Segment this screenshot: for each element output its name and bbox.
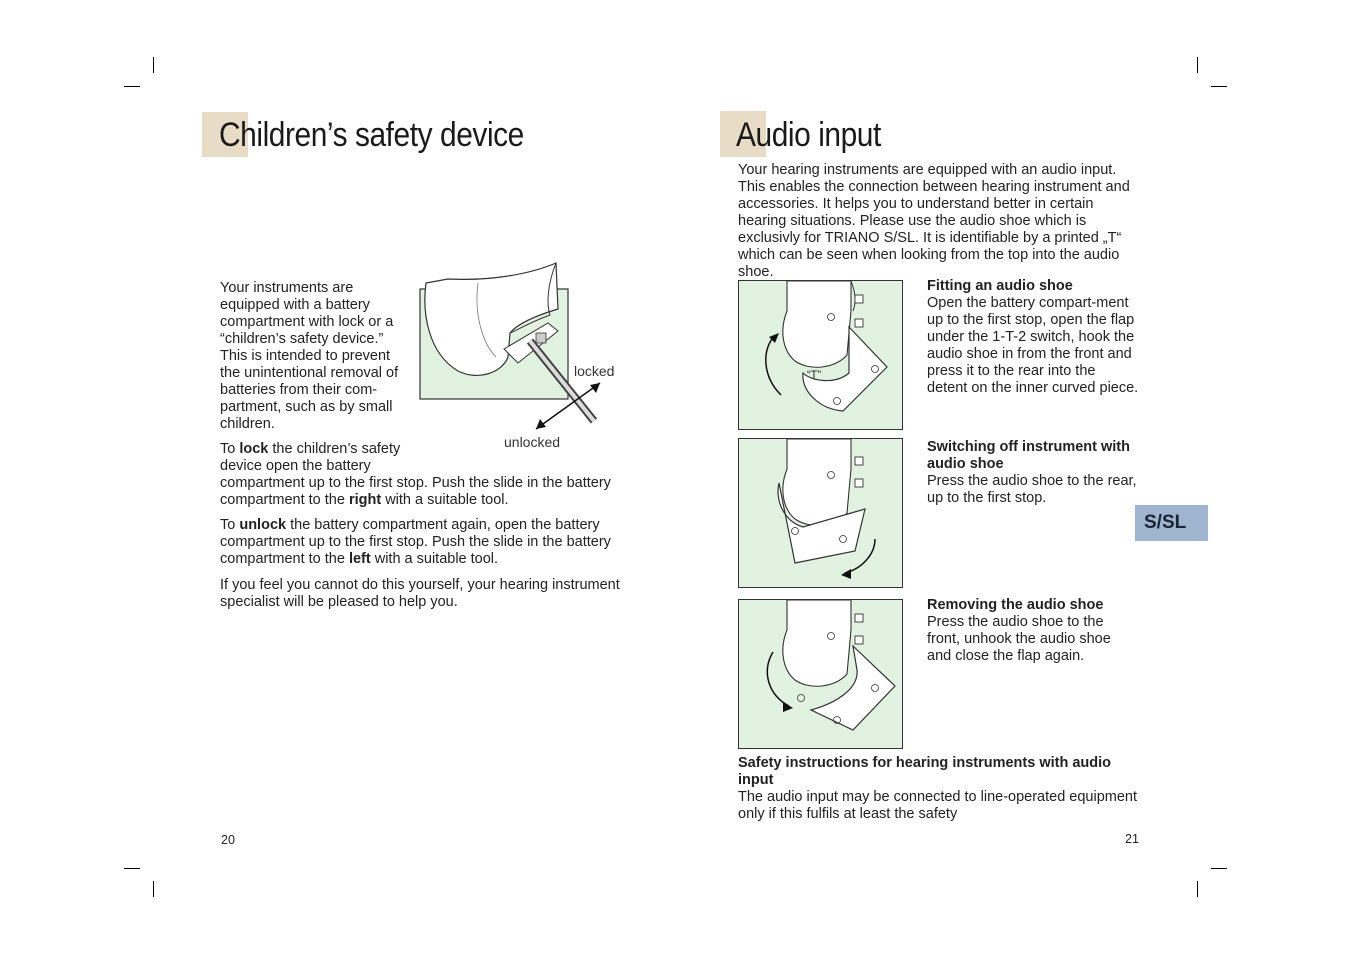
safety-instructions: [738, 755, 1140, 823]
step-fitting-title: Fitting an audio shoe: [927, 278, 1073, 294]
safety-device-illustration: [418, 253, 618, 433]
crop-mark: [124, 86, 140, 87]
switching-off-illustration: [738, 438, 903, 588]
right-keyword: right: [348, 492, 382, 508]
step-fitting-text: Open the battery compart-ment up to the first stop, open the flap under the 1-T-2 switch, hook the audio shoe in from the front and press it to the rear into the detent on the inner curved piece.: [927, 295, 1139, 396]
crop-mark: [124, 868, 140, 869]
step-removing: [927, 597, 1139, 665]
removing-audio-shoe-illustration: [738, 599, 903, 749]
lock-paragraph-start: To lock the children’s safety device open the battery: [220, 441, 401, 474]
page-number-right: 21: [1125, 832, 1139, 846]
unlock-paragraph: To unlock the battery compartment again, open the battery compartment up to the first stop. Push the slide in the battery compartment to the left with a suitable tool.: [220, 517, 611, 567]
label-locked: locked: [574, 363, 615, 379]
section-badge: S/SL: [1135, 505, 1208, 541]
crop-mark: [1211, 86, 1227, 87]
crop-mark: [153, 57, 154, 73]
fitting-audio-shoe-illustration: [738, 280, 903, 430]
crop-mark: [1197, 57, 1198, 73]
step-switching-off-title: Switching off instrument with audio shoe: [927, 439, 1130, 472]
left-keyword: left: [348, 551, 371, 567]
label-t: “T”: [807, 369, 822, 381]
step-switching-off: [927, 439, 1139, 507]
safety-instructions-text: The audio input may be connected to line-operated equipment only if this fulfils at least the safety: [738, 789, 1138, 822]
intro-paragraph: Your instruments are equipped with a battery compartment with lock or a “children’s safety device.” This is intended to prevent the unintentional removal of batteries from their com-partment, such as by small children.: [220, 280, 399, 432]
label-unlocked: unlocked: [504, 434, 561, 450]
crop-mark: [1211, 868, 1227, 869]
step-fitting: [927, 278, 1139, 397]
safety-instructions-title: Safety instructions for hearing instruments with audio input: [738, 755, 1112, 788]
step-removing-text: Press the audio shoe to the front, unhook the audio shoe and close the flap again.: [927, 614, 1111, 664]
page-title-children-safety: Children’s safety device: [219, 116, 524, 154]
step-removing-title: Removing the audio shoe: [927, 597, 1104, 613]
step-switching-off-text: Press the audio shoe to the rear, up to the first stop.: [927, 473, 1137, 506]
crop-mark: [153, 881, 154, 897]
lock-paragraph-rest: compartment up to the first stop. Push the slide in the battery compartment to the right with a suitable tool.: [220, 475, 611, 508]
unlock-keyword: unlock: [239, 517, 287, 533]
page-title-audio-input: Audio input: [736, 116, 881, 154]
audio-intro-paragraph: Your hearing instruments are equipped with an audio input. This enables the connection between hearing instrument and accessories. It helps you to understand better in certain hearing situations. Please use the audio shoe which is exclusivly for TRIANO S/SL. It is identifiable by a printed „T“ which can be seen when looking from the top into the audio shoe.: [738, 162, 1130, 280]
crop-mark: [1197, 881, 1198, 897]
help-paragraph: If you feel you cannot do this yourself, your hearing instrument specialist will be pleased to help you.: [220, 577, 620, 610]
lock-keyword: lock: [239, 441, 269, 457]
page-number-left: 20: [221, 833, 235, 847]
